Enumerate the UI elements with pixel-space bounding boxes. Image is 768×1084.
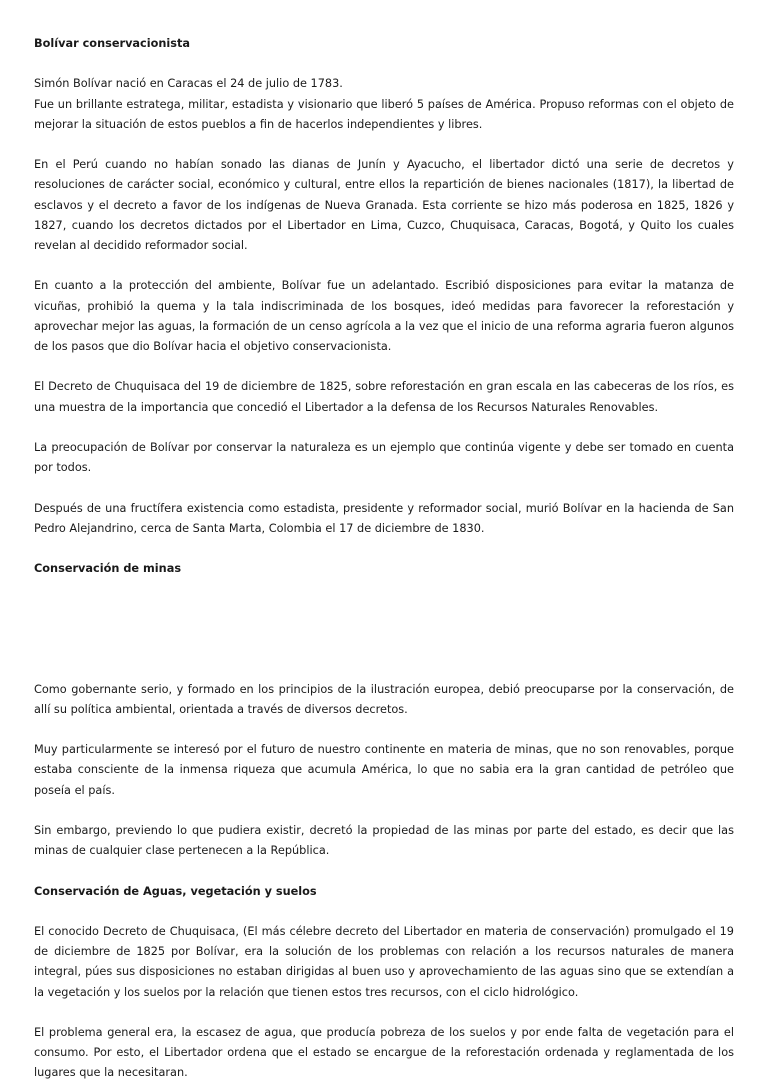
paragraph-water-scarcity: El problema general era, la escasez de agua, que producía pobreza de los suelos y por ende falta de vegetación para el consumo. Por esto, el Libertador ordena que el estado se encargue de la reforestación ordenada y reglamentada de los lugares que la necesitaran. xyxy=(34,1025,734,1080)
paragraph-mines: Muy particularmente se interesó por el futuro de nuestro continente en materia de minas, que no son renovables, porque estaba consciente de la inmensa riqueza que acumula América, lo que no sabia era la gran cantidad de petróleo que poseía el país. xyxy=(34,743,734,797)
paragraph-death: Después de una fructífera existencia como estadista, presidente y reformador social, murió Bolívar en la hacienda de San Pedro Alejandrino, cerca de Santa Marta, Colombia el 17 de diciembre de 1830. xyxy=(34,501,734,535)
paragraph-water-decree: El conocido Decreto de Chuquisaca, (El más célebre decreto del Libertador en materia de conservación) promulgado el 19 de diciembre de 1825 por Bolívar, era la solución de los problemas con relación a los recursos naturales de manera integral, púes sus disposiciones no estaban dirigidas al buen uso y aprovechamiento de las aguas sino que se extendían a la vegetación y los suelos por la relación que tienen estos tres recursos, con el ciclo hidrológico. xyxy=(34,924,734,999)
section-title-bolivar-conservacionista: Bolívar conservacionista xyxy=(34,37,191,50)
paragraph-decrees: En el Perú cuando no habían sonado las dianas de Junín y Ayacucho, el libertador dictó una serie de decretos y resoluciones de carácter social, económico y cultural, entre ellos la repartición de bienes nacionales (1817), la libertad de esclavos y el decreto a favor de los indígenas de Nueva Granada. Esta corriente se hizo más poderosa en 1825, 1826 y 1827, cuando los decretos dictados por el Libertador en Lima, Cuzco, Chuquisaca, Caracas, Bogotá, y Quito los cuales revelan al decidido reformador social. xyxy=(34,158,734,252)
paragraph-birth xyxy=(34,74,734,135)
section-title-conservacion-aguas: Conservación de Aguas, vegetación y suelos xyxy=(34,884,317,898)
paragraph-birth-continuation: Fue un brillante estratega, militar, estadista y visionario que liberó 5 países de América. Propuso reformas con el objeto de mejorar la situación de estos pueblos a fin de hacerlos independientes y libres. xyxy=(34,97,734,131)
paragraph-chuquisaca-decree: El Decreto de Chuquisaca del 19 de diciembre de 1825, sobre reforestación en gran escala en las cabeceras de los ríos, es una muestra de la importancia que concedió el Libertador a la defensa de los Recursos Naturales Renovables. xyxy=(34,380,734,414)
paragraph-birth-line: Simón Bolívar nació en Caracas el 24 de julio de 1783. xyxy=(34,77,343,91)
blank-space xyxy=(34,600,734,680)
document-page xyxy=(34,34,734,1084)
paragraph-mines-decree: Sin embargo, previendo lo que pudiera existir, decretó la propiedad de las minas por parte del estado, es decir que las minas de cualquier clase pertenecen a la República. xyxy=(34,823,734,858)
paragraph-legacy: La preocupación de Bolívar por conservar la naturaleza es un ejemplo que continúa vigente y debe ser tomado en cuenta por todos. xyxy=(34,440,734,475)
section-title-conservacion-minas: Conservación de minas xyxy=(34,562,182,576)
paragraph-governance: Como gobernante serio, y formado en los principios de la ilustración europea, debió preocuparse por la conservación, de allí su política ambiental, orientada a través de diversos decretos. xyxy=(34,682,734,716)
paragraph-environment: En cuanto a la protección del ambiente, Bolívar fue un adelantado. Escribió disposiciones para evitar la matanza de vicuñas, prohibió la quema y la tala indiscriminada de los bosques, ideó medidas para favorecer la reforestación y aprovechar mejor las aguas, la formación de un censo agrícola a la vez que el inicio de una reforma agraria fueron algunos de los pasos que dio Bolívar hacia el objetivo conservacionista. xyxy=(34,279,734,353)
